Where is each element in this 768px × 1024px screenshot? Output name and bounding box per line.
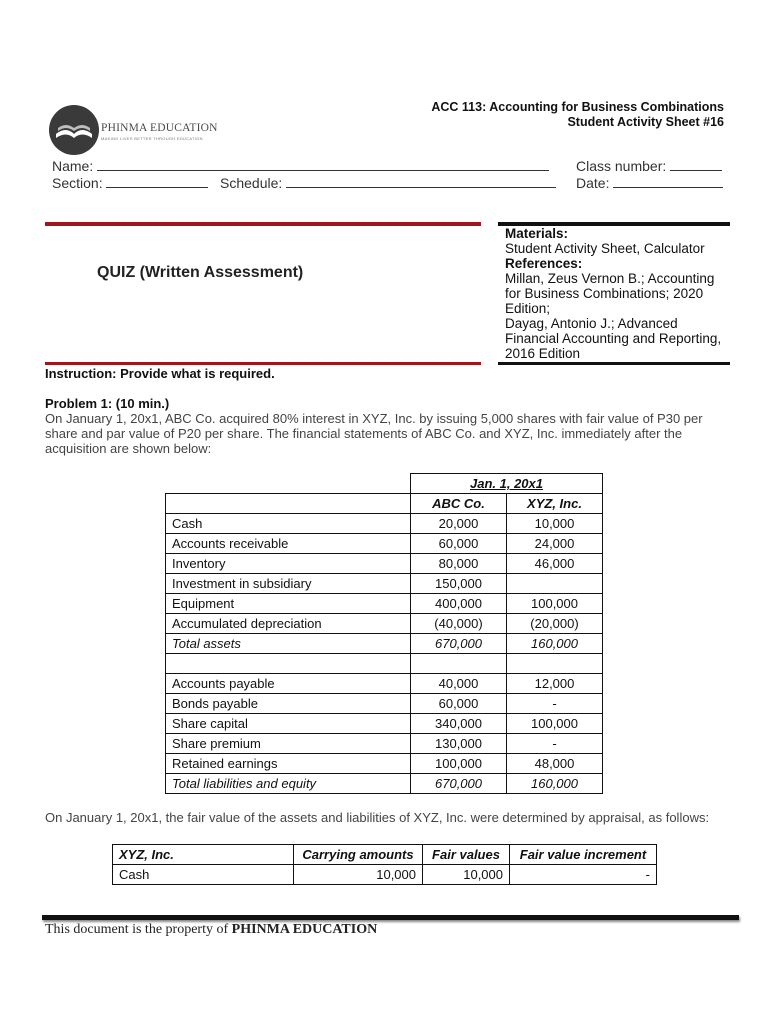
reference-2: Dayag, Antonio J.; Advanced Financial Accounting and Reporting, 2016 Edition [505, 316, 722, 361]
reference-1: Millan, Zeus Vernon B.; Accounting for Business Combinations; 2020 Edition; [505, 271, 715, 316]
table-row: Accounts payable 40,000 12,000 [166, 674, 603, 694]
table-row: Equipment 400,000 100,000 [166, 594, 603, 614]
table-row: Share capital 340,000 100,000 [166, 714, 603, 734]
name-field [52, 157, 549, 174]
class-number-blank[interactable] [670, 157, 722, 171]
date-field [576, 174, 723, 191]
footer-divider [42, 915, 739, 920]
date-header: Jan. 1, 20x1 [411, 474, 603, 494]
references-label: References: [505, 256, 583, 271]
instruction: Instruction: Provide what is required. [45, 366, 275, 381]
fair-value-table [112, 844, 657, 885]
section-blank[interactable] [106, 174, 208, 188]
logo [48, 104, 218, 156]
problem-title: Problem 1: (10 min.) [45, 396, 170, 411]
table-row-total: Total assets 670,000 160,000 [166, 634, 603, 654]
table-spacer-row [166, 654, 603, 674]
materials-label: Materials: [505, 226, 569, 241]
date-blank[interactable] [613, 174, 723, 188]
table-row: Accumulated depreciation (40,000) (20,000) [166, 614, 603, 634]
table-row: Investment in subsidiary 150,000 [166, 574, 603, 594]
table-header-row [166, 494, 603, 514]
black-divider-bottom [498, 362, 730, 365]
table-row: Cash 20,000 10,000 [166, 514, 603, 534]
class-number-label: Class number: [576, 158, 667, 174]
financial-statements-table [165, 473, 603, 794]
schedule-blank[interactable] [286, 174, 556, 188]
logo-name: PHINMA EDUCATION [101, 122, 218, 134]
appraisal-text: On January 1, 20x1, the fair value of the assets and liabilities of XYZ, Inc. were determined by appraisal, as follows: [45, 810, 710, 825]
table-row: Inventory 80,000 46,000 [166, 554, 603, 574]
footer-owner: PHINMA EDUCATION [231, 922, 378, 937]
name-blank[interactable] [97, 157, 549, 171]
footer-text [45, 922, 377, 938]
section-field [52, 174, 208, 191]
table-row: Cash 10,000 10,000 - [113, 865, 657, 885]
schedule-field [220, 174, 556, 191]
class-number-field [576, 157, 722, 174]
section-label: Section: [52, 175, 103, 191]
xyz-header: XYZ, Inc. [507, 494, 603, 514]
course-title: ACC 113: Accounting for Business Combinations [431, 100, 724, 114]
date-label: Date: [576, 175, 610, 191]
table-row: Accounts receivable 60,000 24,000 [166, 534, 603, 554]
course-header [431, 100, 724, 130]
table-header-row [166, 474, 603, 494]
quiz-title: QUIZ (Written Assessment) [97, 264, 304, 281]
abc-header: ABC Co. [411, 494, 507, 514]
table-row: Share premium 130,000 - [166, 734, 603, 754]
sheet-title: Student Activity Sheet #16 [567, 115, 724, 129]
table-row-total: Total liabilities and equity 670,000 160,000 [166, 774, 603, 794]
table-row: Bonds payable 60,000 - [166, 694, 603, 714]
logo-tagline: MAKING LIVES BETTER THROUGH EDUCATION [101, 136, 203, 141]
phinma-logo-icon [48, 104, 100, 156]
table-header-row: XYZ, Inc. Carrying amounts Fair values Fair value increment [113, 845, 657, 865]
red-divider-bottom [45, 362, 481, 365]
materials-panel [505, 226, 733, 361]
table-row: Retained earnings 100,000 48,000 [166, 754, 603, 774]
footer-prefix: This document is the property of [45, 922, 229, 937]
red-divider-top [45, 222, 481, 226]
materials-text: Student Activity Sheet, Calculator [505, 241, 705, 256]
problem-text: On January 1, 20x1, ABC Co. acquired 80% interest in XYZ, Inc. by issuing 5,000 shares with fair value of P30 per share and par value of P20 per share. The financial statements of ABC Co. and XYZ, Inc. immediately after the acquisition are shown below: [45, 411, 703, 456]
schedule-label: Schedule: [220, 175, 283, 191]
name-label: Name: [52, 158, 94, 174]
